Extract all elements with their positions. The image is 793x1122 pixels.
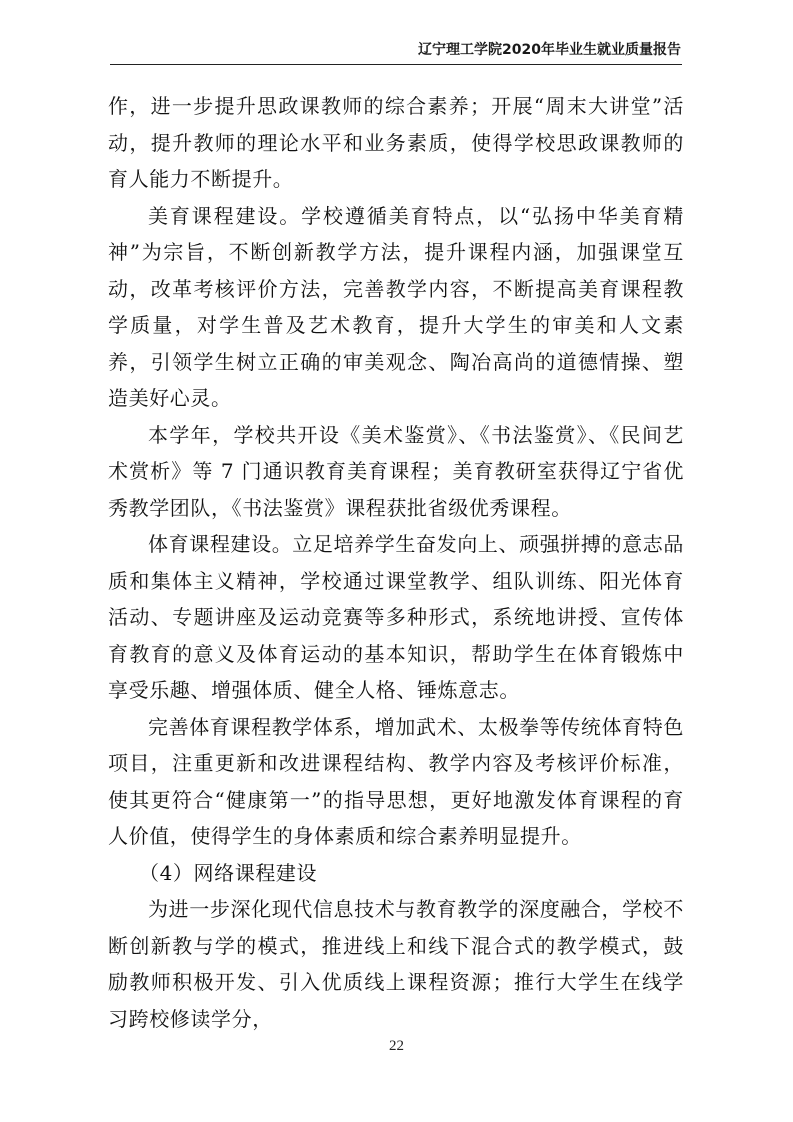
section-heading-online-course: （4）网络课程建设 [139, 860, 318, 885]
header-rule [110, 64, 682, 65]
paragraph-aesthetic-courses-offered: 本学年，学校共开设《美术鉴赏》、《书法鉴赏》、《民间艺术赏析》等 7 门通识教育美育课程；美育教研室获得辽宁省优秀教学团队，《书法鉴赏》课程获批省级优秀课程。 [108, 422, 684, 520]
paragraph-continuation: 作，进一步提升思政课教师的综合素养；开展“周末大讲堂”活动，提升教师的理论水平和业务素质，使得学校思政课教师的育人能力不断提升。 [108, 94, 684, 191]
running-header: 辽宁理工学院2020年毕业生就业质量报告 [418, 42, 681, 58]
paragraph-pe-course: 体育课程建设。立足培养学生奋发向上、顽强拼搏的意志品质和集体主义精神，学校通过课堂教学、组队训练、阳光体育活动、专题讲座及运动竞赛等多种形式，系统地讲授、宣传体育教育的意义及体育运动的基本知识，帮助学生在体育锻炼中享受乐趣、增强体质、健全人格、锤炼意志。 [108, 532, 684, 702]
page-number: 22 [389, 1038, 404, 1054]
paragraph-online-course: 为进一步深化现代信息技术与教育教学的深度融合，学校不断创新教与学的模式，推进线上和线下混合式的教学模式，鼓励教师积极开发、引入优质线上课程资源；推行大学生在线学习跨校修读学分， [108, 897, 684, 1031]
paragraph-pe-system: 完善体育课程教学体系，增加武术、太极拳等传统体育特色项目，注重更新和改进课程结构、教学内容及考核评价标准，使其更符合“健康第一”的指导思想，更好地激发体育课程的育人价值，使得学生的身体素质和综合素养明显提升。 [108, 714, 684, 848]
body-text [108, 88, 684, 1037]
paragraph-aesthetic-course: 美育课程建设。学校遵循美育特点，以“弘扬中华美育精神”为宗旨，不断创新教学方法，提升课程内涵，加强课堂互动，改革考核评价方法，完善教学内容，不断提高美育课程教学质量，对学生普及艺术教育，提升大学生的审美和人文素养，引领学生树立正确的审美观念、陶冶高尚的道德情操、塑造美好心灵。 [108, 203, 684, 410]
